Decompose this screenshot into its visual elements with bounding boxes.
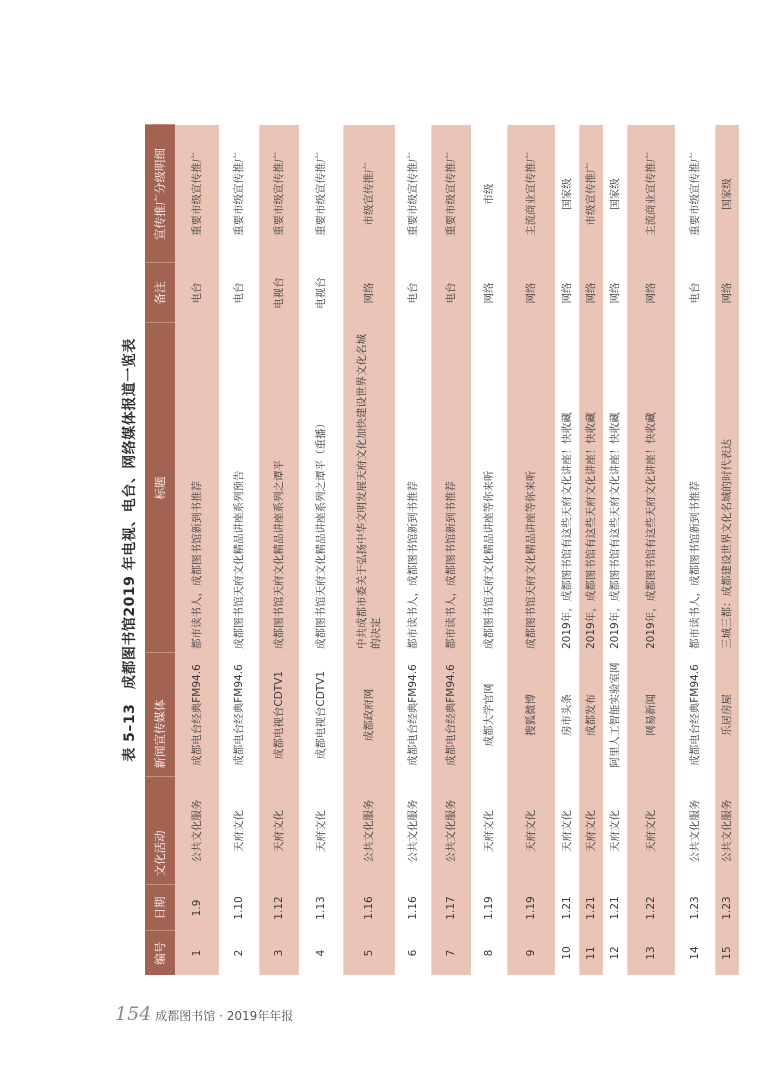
- row-media: 成都电台经典FM94.6: [675, 653, 715, 777]
- row-title: 2019年，成都图书馆有这些天府文化讲座！快收藏: [555, 323, 579, 653]
- header-title: 标题: [145, 323, 175, 653]
- row-note: 电台: [395, 263, 431, 323]
- row-note: 电台: [219, 263, 259, 323]
- row-note: 电台: [431, 263, 471, 323]
- row-media: 成都发布: [579, 653, 603, 777]
- header-date: 日期: [145, 885, 175, 931]
- row-level: 重要市级宣传推广: [299, 125, 343, 263]
- row-number: 8: [471, 931, 507, 975]
- row-note: 电视台: [299, 263, 343, 323]
- row-date: 1.21: [603, 885, 627, 931]
- row-level: 市级宣传推广: [343, 125, 395, 263]
- row-activity: 天府文化: [579, 777, 603, 885]
- header-media: 新闻宣传媒体: [145, 653, 175, 777]
- table-row: [675, 125, 715, 975]
- table-row: [259, 125, 299, 975]
- table-row: [343, 125, 395, 975]
- table-row: [219, 125, 259, 975]
- row-date: 1.13: [299, 885, 343, 931]
- row-title: 都市读书人，成都图书馆新到书推荐: [175, 323, 219, 653]
- row-activity: 天府文化: [555, 777, 579, 885]
- row-number: 12: [603, 931, 627, 975]
- rotated-table-panel: [115, 125, 733, 975]
- row-date: 1.21: [555, 885, 579, 931]
- row-date: 1.16: [395, 885, 431, 931]
- row-title: 都市读书人，成都图书馆新到书推荐: [395, 323, 431, 653]
- row-level: 国家级: [603, 125, 627, 263]
- row-title: 2019年，成都图书馆有这些天府文化讲座！快收藏: [603, 323, 627, 653]
- row-title: 都市读书人，成都图书馆新到书推荐: [431, 323, 471, 653]
- header-note: 备注: [145, 263, 175, 323]
- row-activity: 天府文化: [471, 777, 507, 885]
- table-row: [555, 125, 579, 975]
- row-title: 成都图书馆天府文化精品讲座系列之谭平（重播）: [299, 323, 343, 653]
- row-title: 成都图书馆天府文化精品讲座等你来听: [471, 323, 507, 653]
- row-level: 重要市级宣传推广: [431, 125, 471, 263]
- row-activity: 天府文化: [603, 777, 627, 885]
- row-note: 电台: [175, 263, 219, 323]
- row-date: 1.23: [675, 885, 715, 931]
- row-media: 房市头条: [555, 653, 579, 777]
- row-media: 乐居房屋: [715, 653, 739, 777]
- row-date: 1.16: [343, 885, 395, 931]
- table-row: [715, 125, 739, 975]
- row-number: 1: [175, 931, 219, 975]
- row-note: 网络: [471, 263, 507, 323]
- row-date: 1.17: [431, 885, 471, 931]
- header-level: 宣传推广分级明细: [145, 125, 175, 263]
- row-note: 网络: [627, 263, 675, 323]
- table-row: [579, 125, 603, 975]
- row-media: 成都电台经典FM94.6: [431, 653, 471, 777]
- table-row: [175, 125, 219, 975]
- table-row: [507, 125, 555, 975]
- row-note: 网络: [343, 263, 395, 323]
- row-activity: 公共文化服务: [675, 777, 715, 885]
- row-level: 国家级: [715, 125, 739, 263]
- row-level: 重要市级宣传推广: [175, 125, 219, 263]
- row-note: 网络: [507, 263, 555, 323]
- row-number: 13: [627, 931, 675, 975]
- row-level: 重要市级宣传推广: [675, 125, 715, 263]
- row-activity: 天府文化: [299, 777, 343, 885]
- row-title: 成都图书馆天府文化精品讲座系列之谭平: [259, 323, 299, 653]
- row-media: 成都电视台CDTV1: [259, 653, 299, 777]
- table-body: [175, 125, 739, 975]
- row-media: 搜狐微博: [507, 653, 555, 777]
- row-activity: 公共文化服务: [431, 777, 471, 885]
- row-note: 电台: [675, 263, 715, 323]
- table-row: [395, 125, 431, 975]
- table-row: [471, 125, 507, 975]
- row-media: 成都大学官网: [471, 653, 507, 777]
- table-caption: 表 5–13 成都图书馆2019 年电视、电台、网络媒体报道一览表: [122, 338, 138, 762]
- row-media: 网易新闻: [627, 653, 675, 777]
- row-date: 1.23: [715, 885, 739, 931]
- row-level: 重要市级宣传推广: [395, 125, 431, 263]
- row-date: 1.22: [627, 885, 675, 931]
- row-number: 9: [507, 931, 555, 975]
- row-activity: 公共文化服务: [715, 777, 739, 885]
- row-number: 10: [555, 931, 579, 975]
- row-title: 2019年，成都图书馆有这些天府文化讲座！快收藏: [627, 323, 675, 653]
- row-activity: 公共文化服务: [343, 777, 395, 885]
- row-activity: 天府文化: [219, 777, 259, 885]
- row-activity: 公共文化服务: [175, 777, 219, 885]
- row-level: 市级宣传推广: [579, 125, 603, 263]
- row-number: 7: [431, 931, 471, 975]
- row-note: 网络: [555, 263, 579, 323]
- row-number: 3: [259, 931, 299, 975]
- row-media: 成都电台经典FM94.6: [219, 653, 259, 777]
- header-no: 编号: [145, 931, 175, 975]
- row-date: 1.10: [219, 885, 259, 931]
- row-title: 成都图书馆天府文化精品讲座系列预告: [219, 323, 259, 653]
- row-date: 1.9: [175, 885, 219, 931]
- row-number: 11: [579, 931, 603, 975]
- row-number: 5: [343, 931, 395, 975]
- table-row: [627, 125, 675, 975]
- row-title: 三城三都：成都建设世界文化名城的时代表达: [715, 323, 739, 653]
- row-activity: 天府文化: [627, 777, 675, 885]
- header-activity: 文化活动: [145, 777, 175, 885]
- row-number: 2: [219, 931, 259, 975]
- row-note: 网络: [715, 263, 739, 323]
- row-number: 14: [675, 931, 715, 975]
- row-note: 网络: [579, 263, 603, 323]
- row-date: 1.12: [259, 885, 299, 931]
- row-date: 1.19: [507, 885, 555, 931]
- row-number: 15: [715, 931, 739, 975]
- row-note: 网络: [603, 263, 627, 323]
- row-level: 国家级: [555, 125, 579, 263]
- row-date: 1.21: [579, 885, 603, 931]
- row-media: 成都电台经典FM94.6: [395, 653, 431, 777]
- row-level: 市级: [471, 125, 507, 263]
- row-media: 阿里人工智能实验室网: [603, 653, 627, 777]
- row-level: 主流商业宣传推广: [627, 125, 675, 263]
- table-row: [299, 125, 343, 975]
- row-number: 4: [299, 931, 343, 975]
- row-media: 成都电台经典FM94.6: [175, 653, 219, 777]
- row-date: 1.19: [471, 885, 507, 931]
- media-report-table: [145, 125, 740, 976]
- row-title: 中共成都市委关于弘扬中华文明发展天府文化加快建设世界文化名城的决定: [343, 323, 395, 653]
- row-activity: 天府文化: [507, 777, 555, 885]
- row-media: 成都电视台CDTV1: [299, 653, 343, 777]
- table-header-row: [145, 125, 175, 975]
- table-row: [431, 125, 471, 975]
- row-media: 成都政府网: [343, 653, 395, 777]
- row-title: 都市读书人，成都图书馆新到书推荐: [675, 323, 715, 653]
- row-number: 6: [395, 931, 431, 975]
- table-row: [603, 125, 627, 975]
- row-level: 重要市级宣传推广: [259, 125, 299, 263]
- row-activity: 天府文化: [259, 777, 299, 885]
- page-footer: [115, 1003, 293, 1027]
- page-number: 154: [115, 1003, 152, 1025]
- row-level: 主流商业宣传推广: [507, 125, 555, 263]
- row-note: 电视台: [259, 263, 299, 323]
- row-activity: 公共文化服务: [395, 777, 431, 885]
- row-title: 2019年，成都图书馆有这些天府文化讲座！快收藏: [579, 323, 603, 653]
- running-head: 成都图书馆 · 2019年年报: [155, 1009, 294, 1023]
- row-title: 成都图书馆天府文化精品讲座等你来听: [507, 323, 555, 653]
- row-level: 重要市级宣传推广: [219, 125, 259, 263]
